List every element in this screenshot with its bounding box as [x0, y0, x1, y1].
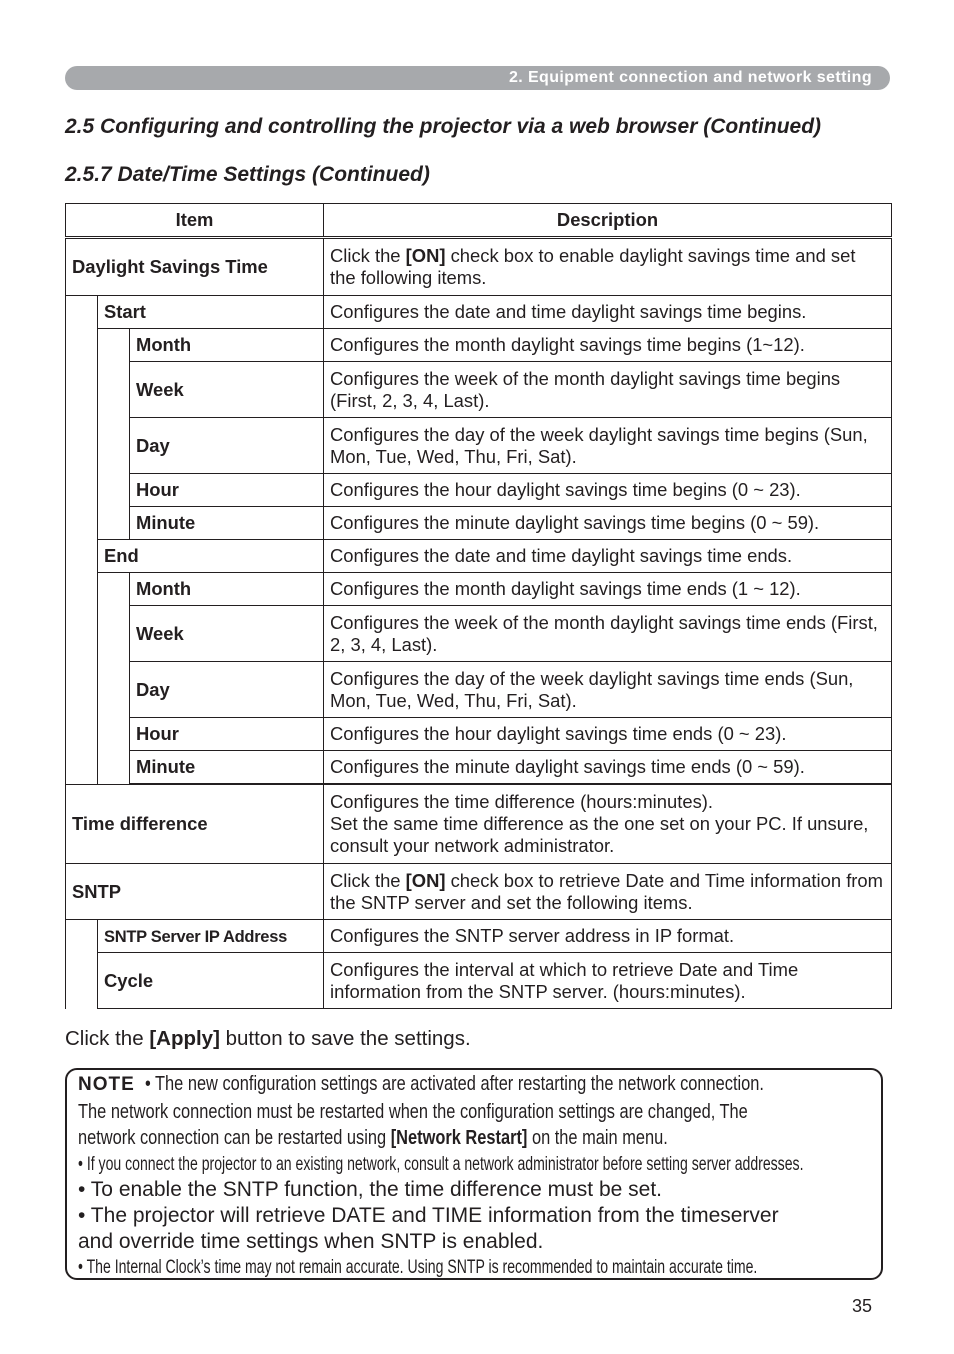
note-box	[65, 1068, 883, 1280]
description-cell: Configures the month daylight savings time ends (1 ~ 12).	[324, 573, 892, 606]
note-line: and override time settings when SNTP is enabled.	[78, 1230, 544, 1253]
note-line: • To enable the SNTP function, the time difference must be set.	[78, 1178, 663, 1201]
item-cell: Week	[130, 606, 324, 662]
table-row	[66, 238, 892, 296]
description-cell: Configures the SNTP server address in IP format.	[324, 920, 892, 953]
description-cell: Configures the interval at which to retrieve Date and Time information from the SNTP server. (hours:minutes).	[324, 953, 892, 1009]
subsection-heading: 2.5.7 Date/Time Settings (Continued)	[65, 163, 430, 186]
item-cell: Day	[130, 418, 324, 474]
note-line: • If you connect the projector to an existing network, consult a network administrator before setting server addresses.	[78, 1154, 804, 1175]
column-header-item: Item	[66, 204, 324, 238]
note-line: network connection can be restarted using [Network Restart] on the main menu.	[78, 1127, 668, 1149]
table-row	[66, 474, 892, 507]
item-cell: Month	[130, 573, 324, 606]
description-cell: Configures the week of the month daylight savings time begins (First, 2, 3, 4, Last).	[324, 362, 892, 418]
settings-table	[65, 203, 892, 784]
item-cell: Hour	[130, 474, 324, 507]
table-row	[66, 864, 892, 920]
table-row	[66, 606, 892, 662]
table-row	[66, 418, 892, 474]
table-row	[66, 662, 892, 718]
table-row	[66, 751, 892, 784]
table-row	[66, 362, 892, 418]
description-cell: Configures the hour daylight savings time begins (0 ~ 23).	[324, 474, 892, 507]
note-line: • The Internal Clock’s time may not remain accurate. Using SNTP is recommended to maintain accurate time.	[78, 1257, 758, 1278]
description-cell: Configures the minute daylight savings time ends (0 ~ 59).	[324, 751, 892, 784]
indent-spacer	[66, 296, 98, 784]
table-row	[66, 785, 892, 864]
table-row	[66, 718, 892, 751]
section-header-label: 2. Equipment connection and network setting	[508, 69, 872, 86]
item-cell: Cycle	[98, 953, 324, 1009]
indent-spacer	[66, 920, 98, 1009]
note-tag: NOTE	[78, 1074, 135, 1095]
description-cell: Configures the day of the week daylight savings time ends (Sun, Mon, Tue, Wed, Thu, Fri, Sat).	[324, 662, 892, 718]
description-cell: Configures the time difference (hours:minutes). Set the same time difference as the one set on your PC. If unsure, consult your network administrator.	[324, 785, 892, 864]
table-header-row	[66, 204, 892, 238]
item-cell: Week	[130, 362, 324, 418]
indent-spacer	[98, 573, 130, 784]
table-row	[66, 953, 892, 1009]
description-cell: Click the [ON] check box to enable daylight savings time and set the following items.	[324, 238, 892, 296]
item-cell: End	[98, 540, 324, 573]
item-cell: Month	[130, 329, 324, 362]
description-cell: Configures the date and time daylight savings time begins.	[324, 296, 892, 329]
table-row	[66, 540, 892, 573]
column-header-description: Description	[324, 204, 892, 238]
item-cell: SNTP Server IP Address	[98, 920, 324, 953]
table-row	[66, 507, 892, 540]
page-number: 35	[852, 1296, 873, 1316]
description-cell: Configures the month daylight savings time begins (1~12).	[324, 329, 892, 362]
section-heading: 2.5 Configuring and controlling the projector via a web browser (Continued)	[65, 115, 822, 138]
item-cell: Daylight Savings Time	[66, 238, 324, 296]
settings-table-continued	[65, 784, 892, 1009]
note-line: • The projector will retrieve DATE and TIME information from the timeserver	[78, 1204, 779, 1227]
table-row	[66, 573, 892, 606]
note-line: The network connection must be restarted when the configuration settings are changed, The	[78, 1101, 748, 1123]
item-cell: SNTP	[66, 864, 324, 920]
table-row	[66, 329, 892, 362]
description-cell: Configures the day of the week daylight savings time begins (Sun, Mon, Tue, Wed, Thu, Fri, Sat).	[324, 418, 892, 474]
item-cell: Time difference	[66, 785, 324, 864]
description-cell: Configures the date and time daylight savings time ends.	[324, 540, 892, 573]
description-cell: Configures the hour daylight savings time ends (0 ~ 23).	[324, 718, 892, 751]
item-cell: Start	[98, 296, 324, 329]
description-cell: Configures the minute daylight savings time begins (0 ~ 59).	[324, 507, 892, 540]
section-header-bar	[65, 66, 890, 90]
item-cell: Day	[130, 662, 324, 718]
item-cell: Minute	[130, 751, 324, 784]
item-cell: Hour	[130, 718, 324, 751]
table-row	[66, 920, 892, 953]
description-cell: Configures the week of the month daylight savings time ends (First, 2, 3, 4, Last).	[324, 606, 892, 662]
item-cell: Minute	[130, 507, 324, 540]
note-line: NOTE • The new configuration settings are activated after restarting the network connection.	[78, 1073, 764, 1095]
description-cell: Click the [ON] check box to retrieve Date and Time information from the SNTP server and set the following items.	[324, 864, 892, 920]
apply-instruction: Click the [Apply] button to save the settings.	[65, 1027, 471, 1050]
table-row	[66, 296, 892, 329]
indent-spacer	[98, 329, 130, 540]
